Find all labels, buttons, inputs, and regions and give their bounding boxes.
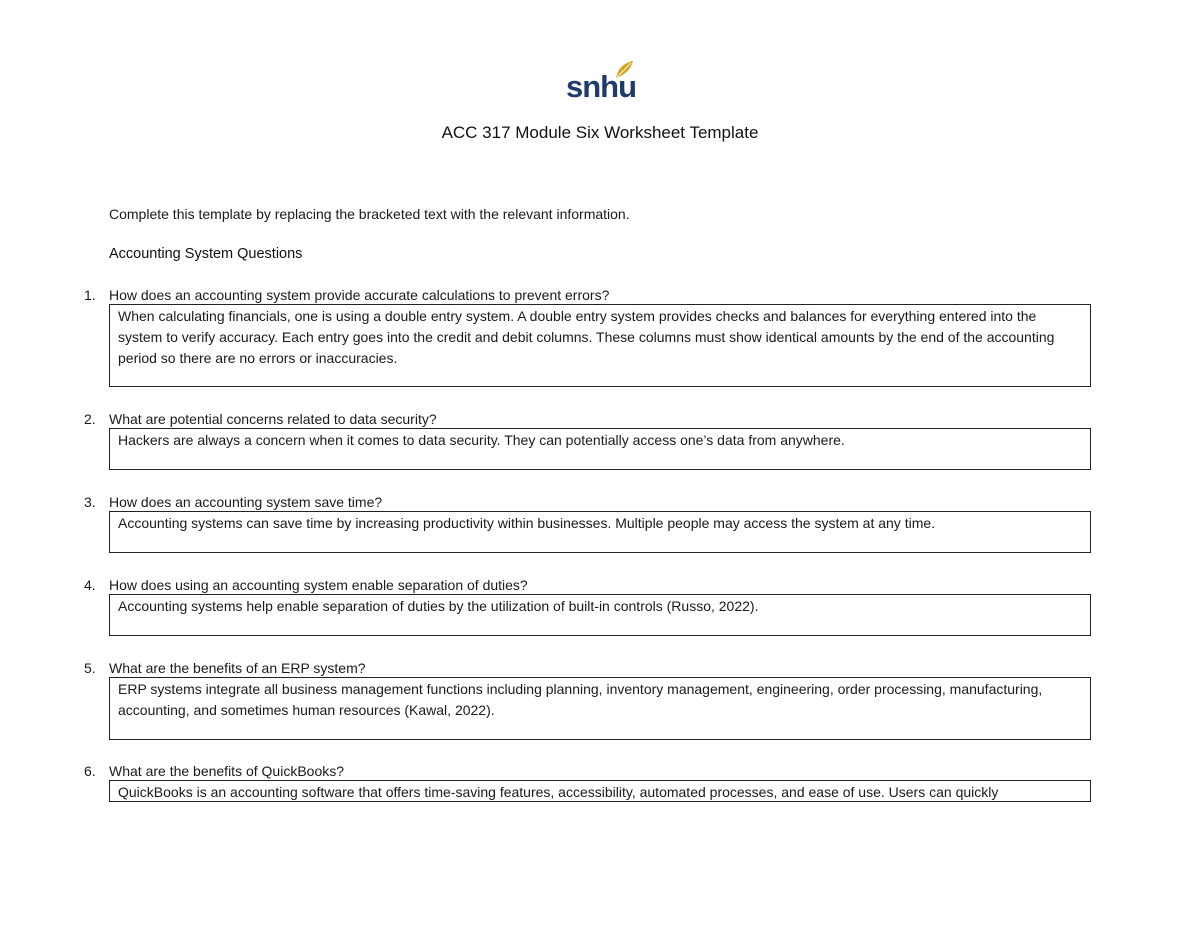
question-text: What are the benefits of QuickBooks? — [109, 763, 345, 779]
question-number: 1. — [84, 287, 96, 303]
question-5 — [84, 659, 1094, 740]
answer-text: When calculating financials, one is using a double entry system. A double entry system provides checks and balances for everything entered into the system to verify accuracy. Each entry goes into the credit and debit columns. These columns must show identical amounts by the end of the accounting period so there are no errors or inaccuracies. — [118, 308, 1055, 366]
snhu-logo — [560, 60, 640, 104]
question-3 — [84, 493, 1094, 553]
question-2 — [84, 410, 1094, 470]
answer-box[interactable] — [109, 594, 1091, 636]
question-number: 5. — [84, 660, 96, 676]
instruction-text: Complete this template by replacing the bracketed text with the relevant information. — [109, 206, 630, 222]
question-text: What are the benefits of an ERP system? — [109, 660, 366, 676]
question-text: How does an accounting system provide accurate calculations to prevent errors? — [109, 287, 610, 303]
question-text: How does using an accounting system enable separation of duties? — [109, 577, 528, 593]
answer-text: QuickBooks is an accounting software that offers time-saving features, accessibility, automated processes, and ease of use. Users can quickly — [118, 784, 999, 800]
answer-box[interactable] — [109, 304, 1091, 387]
answer-text: Accounting systems help enable separation of duties by the utilization of built-in controls (Russo, 2022). — [118, 598, 759, 614]
question-number: 6. — [84, 763, 96, 779]
answer-text: ERP systems integrate all business management functions including planning, inventory management, engineering, order processing, manufacturing, accounting, and sometimes human resources (Kawal, 2022). — [118, 681, 1043, 718]
question-4 — [84, 576, 1094, 636]
page-title: ACC 317 Module Six Worksheet Template — [441, 123, 759, 142]
question-text: How does an accounting system save time? — [109, 494, 383, 510]
answer-text: Hackers are always a concern when it comes to data security. They can potentially access one’s data from anywhere. — [118, 432, 845, 448]
logo-wordmark: snhu — [566, 69, 637, 104]
answer-box[interactable] — [109, 677, 1091, 740]
answer-text: Accounting systems can save time by increasing productivity within businesses. Multiple people may access the system at any time. — [118, 515, 936, 531]
question-1 — [84, 286, 1094, 387]
answer-box[interactable] — [109, 428, 1091, 470]
question-number: 3. — [84, 494, 96, 510]
question-number: 4. — [84, 577, 96, 593]
answer-box[interactable] — [109, 511, 1091, 553]
answer-box[interactable] — [109, 780, 1091, 802]
question-number: 2. — [84, 411, 96, 427]
question-text: What are potential concerns related to data security? — [109, 411, 437, 427]
section-heading: Accounting System Questions — [109, 246, 303, 262]
question-6 — [84, 762, 1094, 802]
